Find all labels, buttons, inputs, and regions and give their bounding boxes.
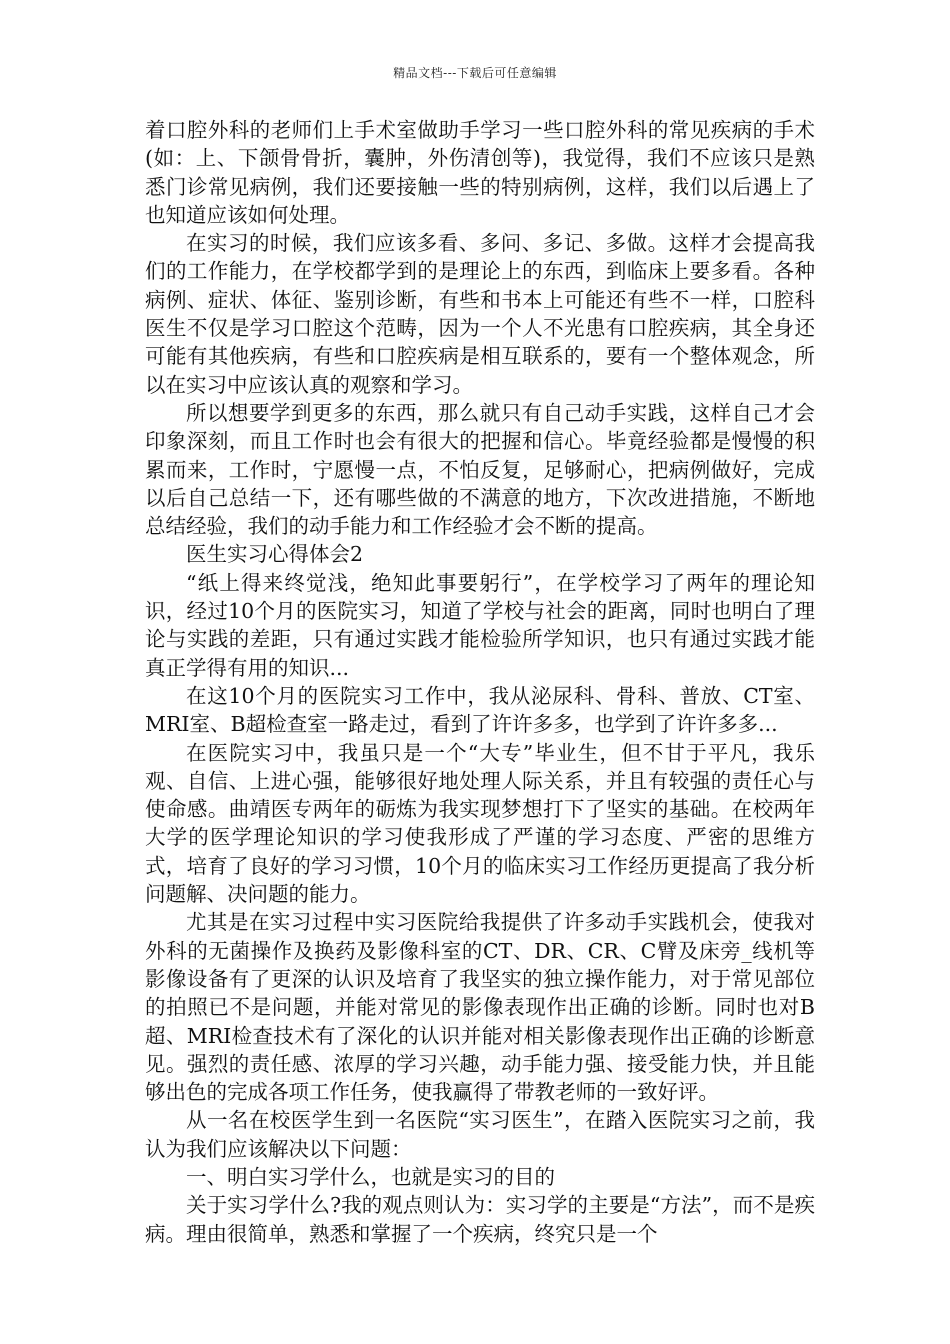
paragraph: 所以想要学到更多的东西，那么就只有自己动手实践，这样自己才会印象深刻，而且工作时也会有很大的把握和信心。毕竟经验都是慢慢的积累而来，工作时，宁愿慢一点，不怕反复，足够耐心，把病例做好，完成以后自己总结一下，还有哪些做的不满意的地方，下次改进措施，不断地总结经验，我们的动手能力和工作经验才会不断的提高。 <box>145 400 815 539</box>
paragraph: 在医院实习中，我虽只是一个“大专”毕业生，但不甘于平凡，我乐观、自信、上进心强，能够很好地处理人际关系，并且有较强的责任心与使命感。曲靖医专两年的砺炼为我实现梦想打下了坚实的基础。在校两年大学的医学理论知识的学习使我形成了严谨的学习态度、严密的思维方式，培育了良好的学习习惯，10个月的临床实习工作经历更提高了我分析问题解、决问题的能力。 <box>145 740 815 907</box>
section-heading: 医生实习心得体会2 <box>186 542 364 567</box>
paragraph: 从一名在校医学生到一名医院“实习医生”，在踏入医院实习之前，我认为我们应该解决以下问题： <box>145 1108 815 1161</box>
paragraph: “纸上得来终觉浅，绝知此事要躬行”，在学校学习了两年的理论知识，经过10个月的医院实习，知道了学校与社会的距离，同时也明白了理论与实践的差距，只有通过实践才能检验所学知识，也只有通过实践才能真正学得有用的知识... <box>145 570 815 680</box>
paragraph: 尤其是在实习过程中实习医院给我提供了许多动手实践机会，使我对外科的无菌操作及换药及影像科室的CT、DR、CR、C臂及床旁_线机等影像设备有了更深的认识及培育了我坚实的独立操作能力，对于常见部位的拍照已不是问题，并能对常见的影像表现作出正确的诊断。同时也对B超、MRI检查技术有了深化的认识并能对相关影像表现作出正确的诊断意见。强烈的责任感、浓厚的学习兴趣，动手能力强、接受能力快，并且能够出色的完成各项工作任务，使我赢得了带教老师的一致好评。 <box>145 910 815 1105</box>
paragraph: 关于实习学什么?我的观点则认为：实习学的主要是“方法”，而不是疾病。理由很简单，熟悉和掌握了一个疾病，终究只是一个 <box>145 1193 815 1246</box>
page-header: 精品文档---下载后可任意编辑 <box>393 66 557 80</box>
document-body <box>145 116 815 1248</box>
paragraph: 在这10个月的医院实习工作中，我从泌尿科、骨科、普放、CT室、MRI室、B超检查室一路走过，看到了许许多多，也学到了许许多多... <box>145 683 815 737</box>
section-heading: 一、明白实习学什么，也就是实习的目的 <box>186 1164 555 1189</box>
paragraph: 着口腔外科的老师们上手术室做助手学习一些口腔外科的常见疾病的手术(如：上、下颌骨骨折，囊肿，外伤清创等)，我觉得，我们不应该只是熟悉门诊常见病例，我们还要接触一些的特别病例，这样，我们以后遇上了也知道应该如何处理。 <box>145 118 815 227</box>
paragraph: 在实习的时候，我们应该多看、多问、多记、多做。这样才会提高我们的工作能力，在学校都学到的是理论上的东西，到临床上要多看。各种病例、症状、体征、鉴别诊断，有些和书本上可能还有些不一样，口腔科医生不仅是学习口腔这个范畴，因为一个人不光患有口腔疾病，其全身还可能有其他疾病，有些和口腔疾病是相互联系的，要有一个整体观念，所以在实习中应该认真的观察和学习。 <box>145 231 815 397</box>
